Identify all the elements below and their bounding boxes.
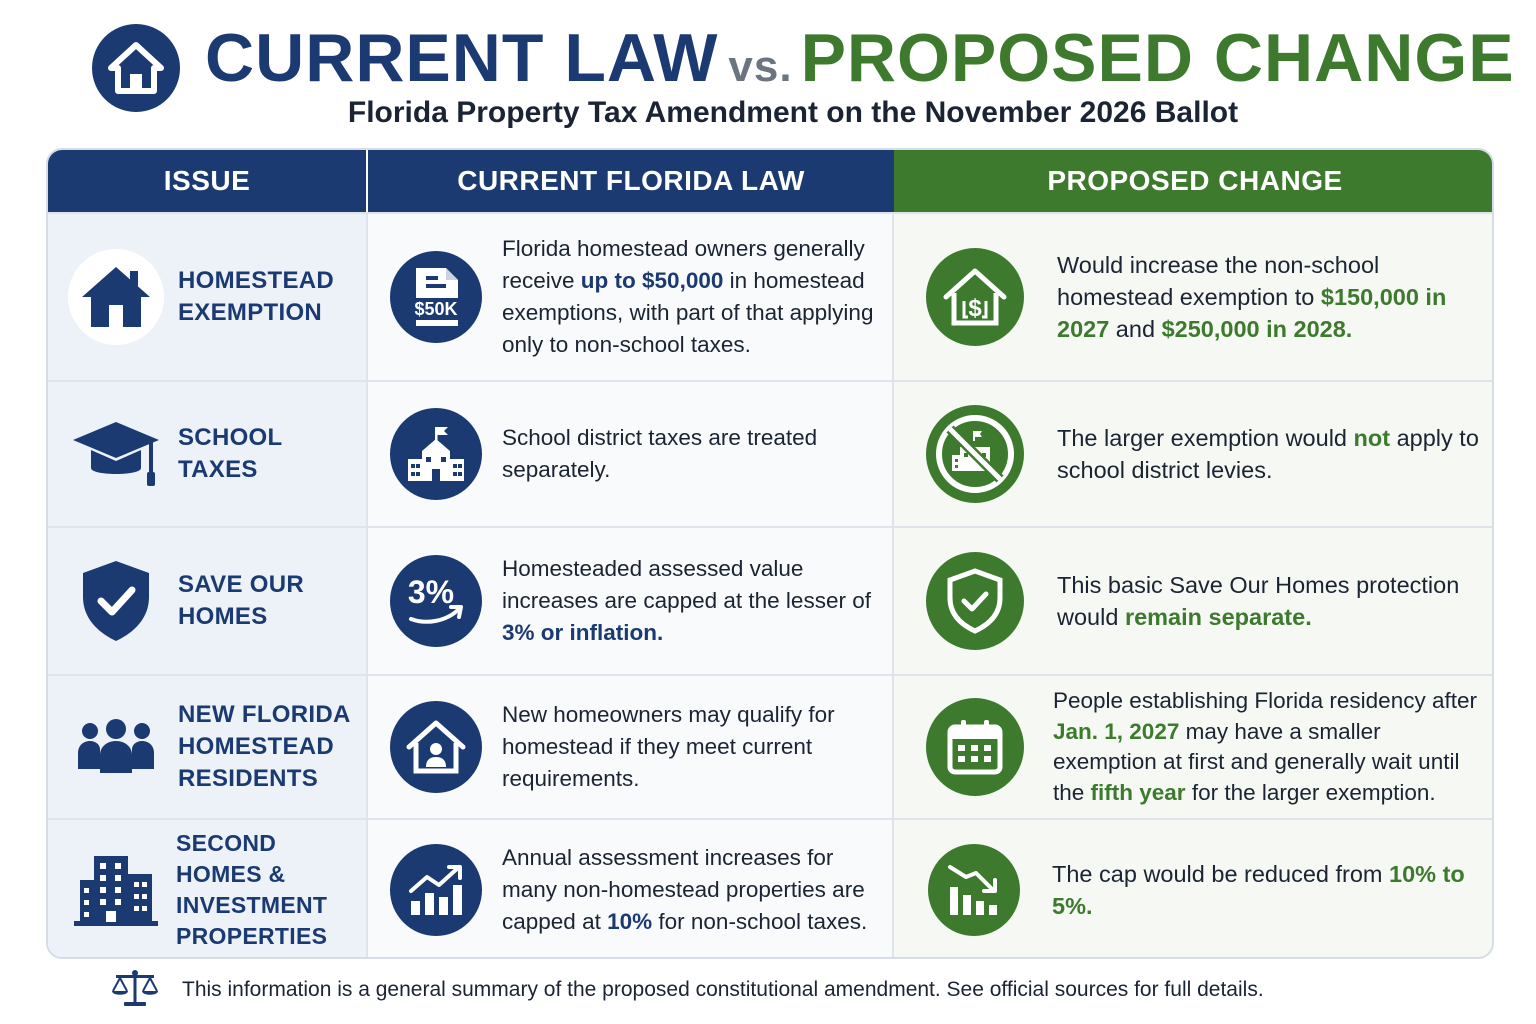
house-dollar-icon xyxy=(926,248,1024,346)
current-law-text: Annual assessment increases for many non-homestead properties are capped at 10% for non-school taxes. xyxy=(502,844,868,934)
three-percent-icon xyxy=(390,555,482,647)
chart-up-icon xyxy=(390,844,482,936)
proposed-change-text: Would increase the non-school homestead exemption to $150,000 in 2027 and $250,000 in 2028. xyxy=(1057,252,1447,342)
comparison-table xyxy=(46,148,1494,959)
column-header-proposed-change: PROPOSED CHANGE xyxy=(894,150,1494,212)
footer-disclaimer xyxy=(110,970,1264,1010)
house-person-icon xyxy=(390,701,482,793)
issue-label: SCHOOL TAXES xyxy=(178,424,283,483)
house-icon xyxy=(68,249,164,345)
page-title xyxy=(205,18,1515,107)
current-law-text: School district taxes are treated separately. xyxy=(502,425,818,482)
table-row xyxy=(48,818,1494,959)
shield-check-icon xyxy=(68,553,164,649)
table-header xyxy=(48,150,1494,212)
issue-cell xyxy=(48,820,368,959)
title-proposed-change: PROPOSED CHANGE xyxy=(800,20,1515,96)
issue-cell xyxy=(48,528,368,674)
title-vs: vs. xyxy=(728,42,793,91)
no-school-icon xyxy=(926,405,1024,503)
svg-text:$: $ xyxy=(968,295,982,322)
header xyxy=(0,0,1536,145)
current-law-cell xyxy=(368,820,894,959)
current-law-text: Homesteaded assessed value increases are capped at the lesser of 3% or inflation. xyxy=(502,556,871,645)
svg-text:$50K: $50K xyxy=(414,299,458,319)
table-row xyxy=(48,380,1494,526)
school-building-icon xyxy=(390,408,482,500)
scales-icon xyxy=(110,969,160,1012)
current-law-text: Florida homestead owners generally receive up to $50,000 in homestead exemptions, with part of that applying only to non-school taxes. xyxy=(502,236,874,357)
issue-label: NEW FLORIDA HOMESTEAD RESIDENTS xyxy=(178,701,350,792)
proposed-change-text: This basic Save Our Homes protection would remain separate. xyxy=(1057,572,1460,630)
issue-cell xyxy=(48,214,368,380)
issue-label: HOMESTEAD EXEMPTION xyxy=(178,267,335,326)
shield-check-icon xyxy=(926,552,1024,650)
current-law-text: New homeowners may qualify for homestead if they meet current requirements. xyxy=(502,702,835,791)
issue-cell xyxy=(48,676,368,818)
issue-label: SAVE OUR HOMES xyxy=(178,571,304,630)
proposed-change-text: People establishing Florida residency after Jan. 1, 2027 may have a smaller exemption at first and generally wait until the fifth year for the larger exemption. xyxy=(1053,688,1477,805)
column-header-issue: ISSUE xyxy=(48,150,368,212)
issue-label: SECOND HOMES & INVESTMENT PROPERTIES xyxy=(176,829,328,949)
page-subtitle: Florida Property Tax Amendment on the November 2026 Ballot xyxy=(347,96,1239,129)
table-row xyxy=(48,674,1494,818)
current-law-cell xyxy=(368,676,894,818)
disclaimer-text: This information is a general summary of the proposed constitutional amendment. See official sources for full details. xyxy=(182,978,1264,1001)
document-50k-icon xyxy=(390,251,482,343)
issue-cell xyxy=(48,382,368,526)
svg-text:3%: 3% xyxy=(407,574,455,610)
proposed-change-cell xyxy=(894,382,1494,526)
current-law-cell xyxy=(368,528,894,674)
proposed-change-text: The cap would be reduced from 10% to 5%. xyxy=(1052,860,1465,919)
proposed-change-cell xyxy=(894,528,1494,674)
table-row xyxy=(48,526,1494,674)
title-current-law: CURRENT LAW xyxy=(205,20,719,96)
column-header-current-law: CURRENT FLORIDA LAW xyxy=(368,150,894,212)
graduation-cap-icon xyxy=(68,406,164,502)
people-group-icon xyxy=(68,699,164,795)
proposed-change-text: The larger exemption would not apply to school district levies. xyxy=(1057,425,1479,483)
proposed-change-cell xyxy=(894,676,1494,818)
proposed-change-cell xyxy=(894,820,1494,959)
proposed-change-cell xyxy=(894,214,1494,380)
table-row xyxy=(48,212,1494,380)
current-law-cell xyxy=(368,382,894,526)
chart-down-icon xyxy=(928,844,1020,936)
calendar-icon xyxy=(926,698,1024,796)
buildings-icon xyxy=(68,842,164,938)
current-law-cell xyxy=(368,214,894,380)
